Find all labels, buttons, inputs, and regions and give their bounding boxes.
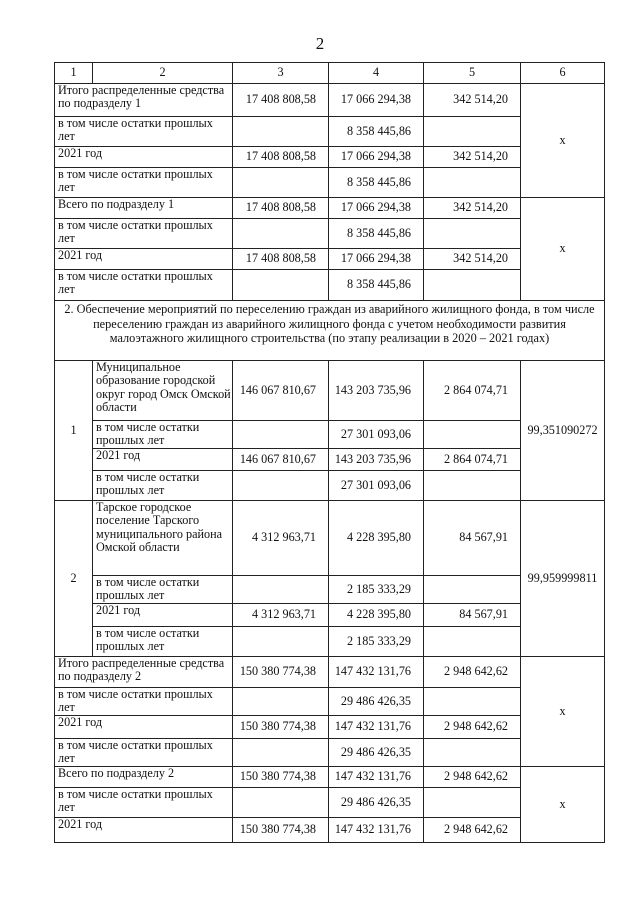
amount-cell: 8 358 445,86 <box>328 167 424 198</box>
amount-cell <box>232 787 329 818</box>
amount-cell <box>423 626 521 657</box>
amount-cell: 342 514,20 <box>423 83 521 117</box>
municipality-name: Муниципальное образование городской округ город Омск Омской области <box>92 360 233 421</box>
amount-cell: 342 514,20 <box>423 197 521 219</box>
column-number-header: 4 <box>328 62 424 84</box>
amount-cell: 29 486 426,35 <box>328 687 424 716</box>
percent-cell: 99,351090272 <box>520 360 605 501</box>
amount-cell <box>423 738 521 767</box>
amount-cell: 2 864 074,71 <box>423 360 521 421</box>
amount-cell <box>423 420 521 449</box>
amount-cell: 17 408 808,58 <box>232 146 329 168</box>
amount-cell: 147 432 131,76 <box>328 715 424 739</box>
row-label: 2021 год <box>92 448 233 471</box>
amount-cell <box>232 167 329 198</box>
amount-cell: 4 228 395,80 <box>328 500 424 576</box>
amount-cell: 17 066 294,38 <box>328 248 424 270</box>
amount-cell: 150 380 774,38 <box>232 715 329 739</box>
municipality-name: Тарское городское поселение Тарского муниципального района Омской области <box>92 500 233 576</box>
amount-cell: 8 358 445,86 <box>328 218 424 249</box>
row-label: в том числе остатки прошлых лет <box>54 269 233 301</box>
amount-cell <box>232 470 329 501</box>
amount-cell <box>423 575 521 604</box>
row-label: 2021 год <box>54 817 233 843</box>
amount-cell: 2 948 642,62 <box>423 766 521 788</box>
amount-cell <box>232 116 329 147</box>
amount-cell: 84 567,91 <box>423 603 521 627</box>
amount-cell <box>232 626 329 657</box>
amount-cell <box>423 269 521 301</box>
row-label: в том числе остатки прошлых лет <box>92 420 233 449</box>
row-label: 2021 год <box>54 715 233 739</box>
amount-cell: 2 185 333,29 <box>328 626 424 657</box>
row-number: 2 <box>54 500 93 657</box>
row-number: 1 <box>54 360 93 501</box>
amount-cell: 342 514,20 <box>423 248 521 270</box>
amount-cell <box>423 116 521 147</box>
amount-cell: 8 358 445,86 <box>328 269 424 301</box>
amount-cell <box>423 687 521 716</box>
x-mark-cell: х <box>520 766 605 843</box>
amount-cell: 2 185 333,29 <box>328 575 424 604</box>
column-number-header: 2 <box>92 62 233 84</box>
amount-cell <box>232 218 329 249</box>
amount-cell: 29 486 426,35 <box>328 738 424 767</box>
amount-cell <box>423 787 521 818</box>
column-number-header: 6 <box>520 62 605 84</box>
row-label: 2021 год <box>54 248 233 270</box>
amount-cell: 27 301 093,06 <box>328 420 424 449</box>
section-title: 2. Обеспечение мероприятий по переселению граждан из аварийного жилищного фонда, в том числе переселению граждан из аварийного жилищного фонда с учетом необходимости развития малоэтажного жилищного строительства (по этапу реализации в 2020 – 2021 годах) <box>54 300 605 361</box>
amount-cell: 17 408 808,58 <box>232 83 329 117</box>
amount-cell: 2 864 074,71 <box>423 448 521 471</box>
amount-cell: 17 066 294,38 <box>328 83 424 117</box>
amount-cell: 4 312 963,71 <box>232 603 329 627</box>
row-label: в том числе остатки прошлых лет <box>54 687 233 716</box>
amount-cell: 146 067 810,67 <box>232 360 329 421</box>
amount-cell: 143 203 735,96 <box>328 448 424 471</box>
amount-cell: 2 948 642,62 <box>423 817 521 843</box>
row-label: в том числе остатки прошлых лет <box>54 218 233 249</box>
column-number-header: 5 <box>423 62 521 84</box>
amount-cell: 150 380 774,38 <box>232 817 329 843</box>
column-number-header: 3 <box>232 62 329 84</box>
row-label: Итого распределенные средства по подразделу 1 <box>54 83 233 117</box>
row-label: в том числе остатки прошлых лет <box>54 116 233 147</box>
row-label: 2021 год <box>54 146 233 168</box>
amount-cell: 143 203 735,96 <box>328 360 424 421</box>
page-number: 2 <box>315 34 325 53</box>
amount-cell: 17 408 808,58 <box>232 248 329 270</box>
amount-cell: 150 380 774,38 <box>232 656 329 688</box>
amount-cell <box>423 218 521 249</box>
row-label: в том числе остатки прошлых лет <box>54 787 233 818</box>
amount-cell <box>423 470 521 501</box>
amount-cell: 150 380 774,38 <box>232 766 329 788</box>
amount-cell: 342 514,20 <box>423 146 521 168</box>
amount-cell <box>423 167 521 198</box>
amount-cell: 2 948 642,62 <box>423 656 521 688</box>
amount-cell: 147 432 131,76 <box>328 766 424 788</box>
row-label: в том числе остатки прошлых лет <box>92 575 233 604</box>
column-number-header: 1 <box>54 62 93 84</box>
amount-cell <box>232 738 329 767</box>
x-mark-cell: х <box>520 197 605 301</box>
amount-cell <box>232 420 329 449</box>
amount-cell: 146 067 810,67 <box>232 448 329 471</box>
row-label: в том числе остатки прошлых лет <box>54 738 233 767</box>
amount-cell: 4 228 395,80 <box>328 603 424 627</box>
amount-cell: 27 301 093,06 <box>328 470 424 501</box>
amount-cell: 8 358 445,86 <box>328 116 424 147</box>
amount-cell <box>232 687 329 716</box>
amount-cell: 2 948 642,62 <box>423 715 521 739</box>
row-label: в том числе остатки прошлых лет <box>92 470 233 501</box>
amount-cell: 84 567,91 <box>423 500 521 576</box>
amount-cell: 17 066 294,38 <box>328 146 424 168</box>
amount-cell: 147 432 131,76 <box>328 656 424 688</box>
amount-cell: 17 408 808,58 <box>232 197 329 219</box>
amount-cell: 29 486 426,35 <box>328 787 424 818</box>
x-mark-cell: х <box>520 83 605 198</box>
percent-cell: 99,959999811 <box>520 500 605 657</box>
amount-cell <box>232 575 329 604</box>
amount-cell: 17 066 294,38 <box>328 197 424 219</box>
row-label: в том числе остатки прошлых лет <box>92 626 233 657</box>
amount-cell: 147 432 131,76 <box>328 817 424 843</box>
row-label: 2021 год <box>92 603 233 627</box>
amount-cell <box>232 269 329 301</box>
x-mark-cell: х <box>520 656 605 767</box>
row-label: в том числе остатки прошлых лет <box>54 167 233 198</box>
row-label: Всего по подразделу 2 <box>54 766 233 788</box>
amount-cell: 4 312 963,71 <box>232 500 329 576</box>
row-label: Итого распределенные средства по подразделу 2 <box>54 656 233 688</box>
row-label: Всего по подразделу 1 <box>54 197 233 219</box>
